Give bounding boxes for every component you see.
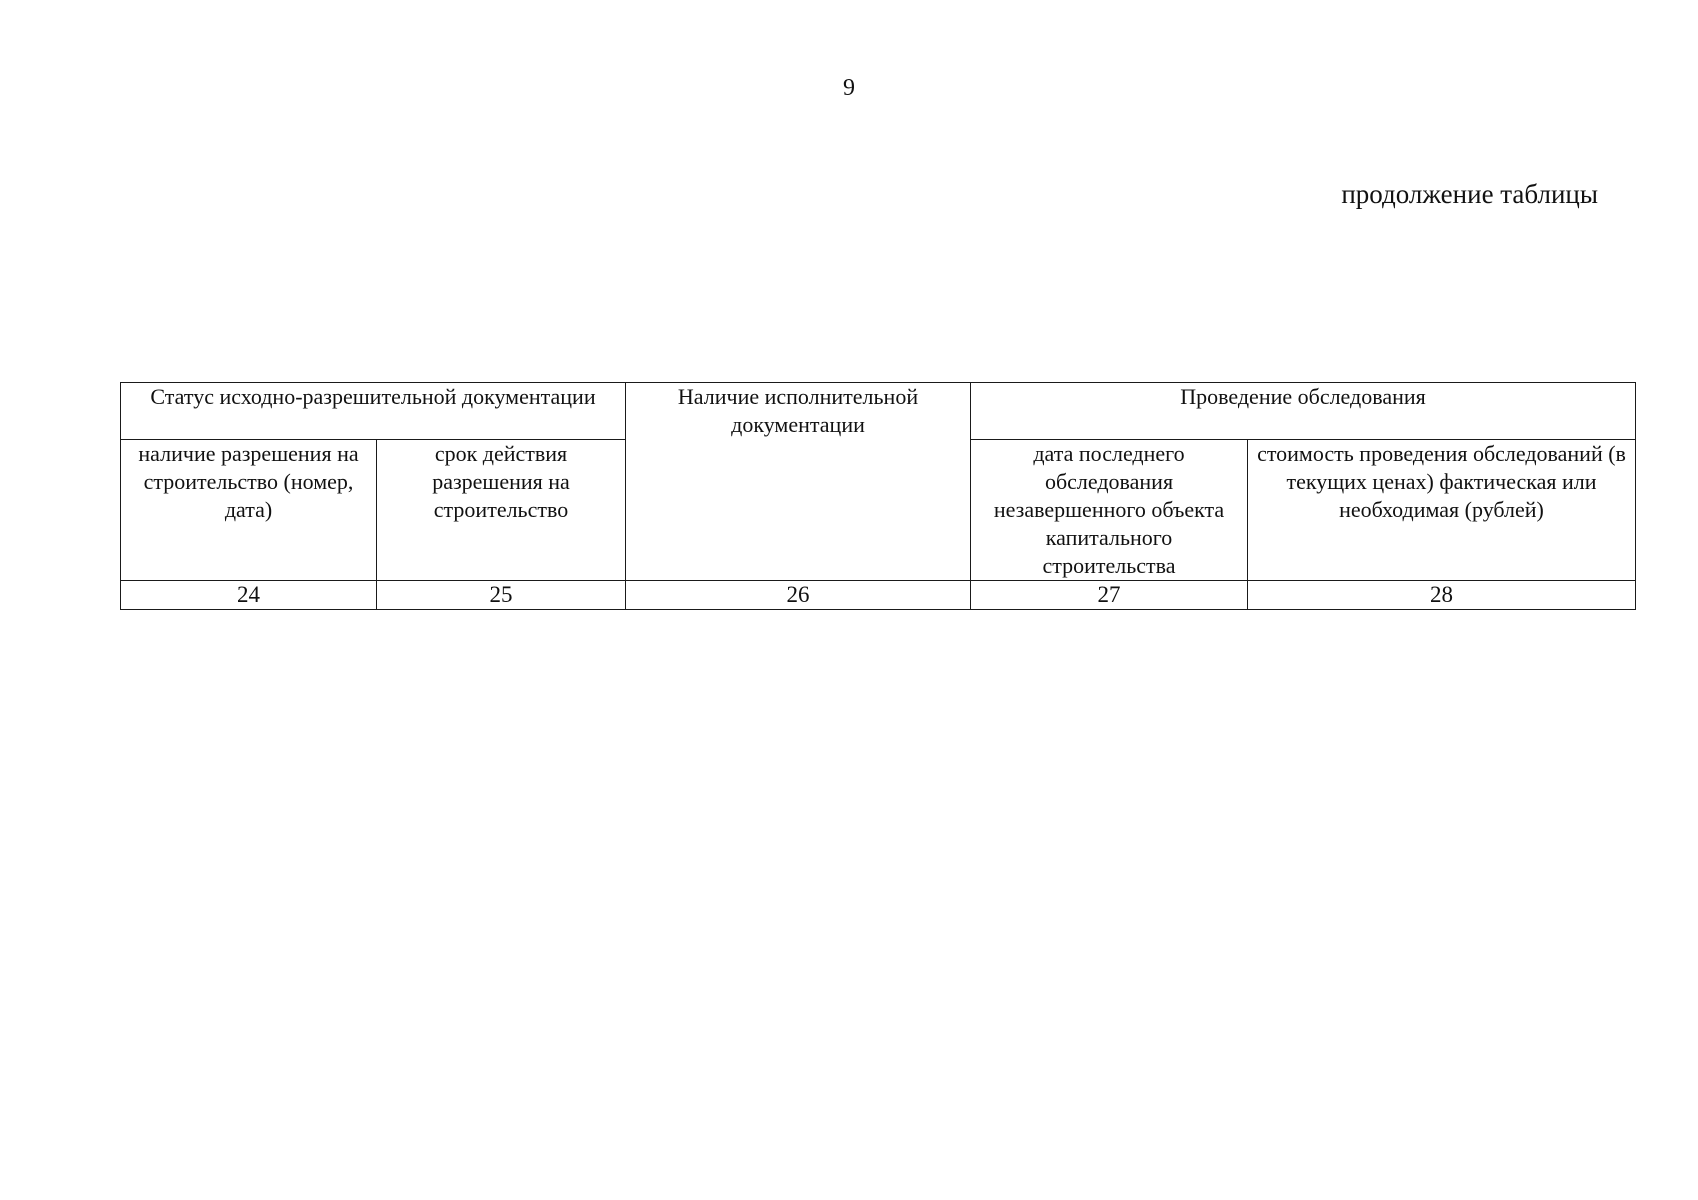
header-executive-docs: Наличие исполнительной документации: [626, 383, 971, 581]
header-permit-status: Статус исходно-разрешительной документации: [121, 383, 626, 440]
header-permit: наличие разрешения на строительство (номер, дата): [121, 440, 377, 581]
column-number: 24: [121, 581, 377, 610]
column-number: 25: [377, 581, 626, 610]
header-permit-term: срок действия разрешения на строительство: [377, 440, 626, 581]
header-inspection: Проведение обследования: [971, 383, 1636, 440]
header-last-inspection-date: дата последнего обследования незавершенного объекта капитального строительства: [971, 440, 1248, 581]
table-row-column-numbers: [121, 581, 1636, 610]
header-inspection-cost: стоимость проведения обследований (в текущих ценах) фактическая или необходимая (рублей): [1248, 440, 1636, 581]
table-continuation-label: продолжение таблицы: [1341, 179, 1598, 209]
data-table: [120, 382, 1636, 610]
column-number: 26: [626, 581, 971, 610]
page-number: 9: [843, 75, 855, 101]
column-number: 28: [1248, 581, 1636, 610]
table-header-row-groups: [121, 383, 1636, 440]
column-number: 27: [971, 581, 1248, 610]
